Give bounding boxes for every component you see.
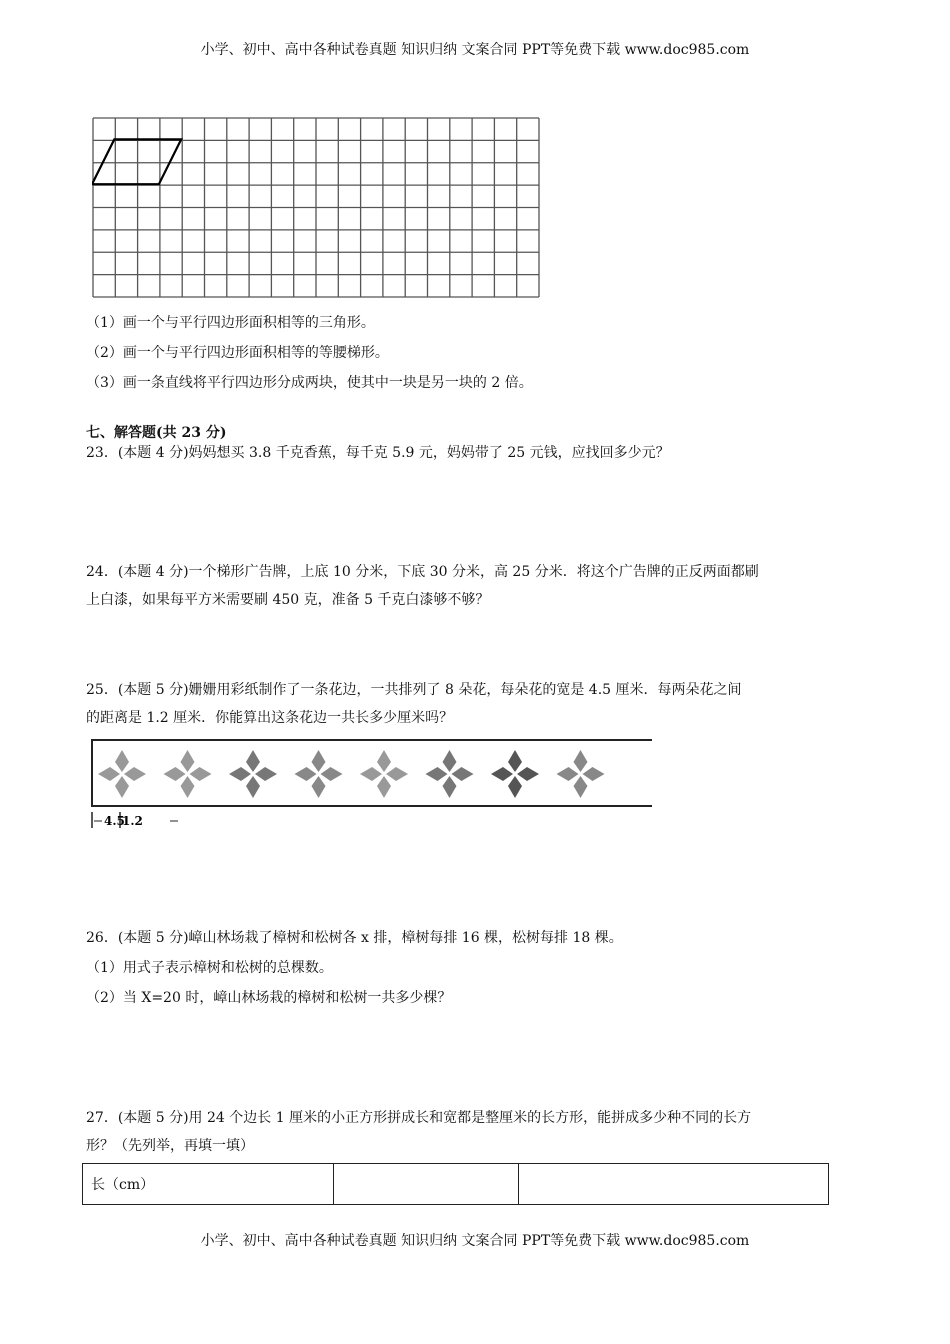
question-23: 23．(本题 4 分)妈妈想买 3.8 千克香蕉，每千克 5.9 元，妈妈带了 25 元钱，应找回多少元？ — [86, 445, 670, 461]
flower-icon — [360, 750, 408, 798]
question-27-line2: 形？（先列举，再填一填） — [86, 1138, 254, 1154]
page-footer: 小学、初中、高中各种试卷真题 知识归纳 文案合同 PPT等免费下载 www.doc985.com — [200, 1233, 750, 1249]
flower-icon — [557, 750, 605, 798]
q22-part-3: （3）画一条直线将平行四边形分成两块，使其中一块是另一块的 2 倍。 — [86, 375, 533, 391]
q26-part-1: （1）用式子表示樟树和松树的总棵数。 — [86, 960, 333, 976]
grid-paper-figure — [92, 117, 540, 298]
answer-cell[interactable] — [519, 1164, 829, 1205]
question-24-line2: 上白漆，如果每平方米需要刷 450 克，准备 5 千克白漆够不够？ — [86, 592, 490, 608]
q26-part-2: （2）当 X=20 时，嶂山林场栽的樟树和松树一共多少棵？ — [86, 990, 452, 1006]
gap-label: 1.2 — [122, 814, 143, 828]
question-25-line1: 25．(本题 5 分)姗姗用彩纸制作了一条花边，一共排列了 8 朵花，每朵花的宽是 4.5 厘米．每两朵花之间 — [86, 682, 742, 698]
q22-part-1: （1）画一个与平行四边形面积相等的三角形。 — [86, 315, 375, 331]
row-label-length: 长（cm） — [83, 1164, 334, 1205]
flower-icon — [164, 750, 212, 798]
flower-icon — [491, 750, 539, 798]
question-24-line1: 24．(本题 4 分)一个梯形广告牌，上底 10 分米，下底 30 分米，高 25 分米．将这个广告牌的正反两面都刷 — [86, 564, 759, 580]
section-heading: 七、解答题(共 23 分) — [86, 425, 227, 441]
table-row — [83, 1164, 829, 1205]
flower-icon — [229, 750, 277, 798]
q22-part-2: （2）画一个与平行四边形面积相等的等腰梯形。 — [86, 345, 389, 361]
flower-border-figure — [90, 736, 660, 836]
flower-icon — [426, 750, 474, 798]
parallelogram — [92, 139, 181, 184]
question-25-line2: 的距离是 1.2 厘米．你能算出这条花边一共长多少厘米吗？ — [86, 710, 454, 726]
page-header: 小学、初中、高中各种试卷真题 知识归纳 文案合同 PPT等免费下载 www.doc985.com — [200, 42, 750, 58]
answer-cell[interactable] — [334, 1164, 519, 1205]
flower-icon — [98, 750, 146, 798]
question-26: 26．(本题 5 分)嶂山林场栽了樟树和松树各 x 排，樟树每排 16 棵，松树每排 18 棵。 — [86, 930, 623, 946]
width-label: 4.5 — [104, 814, 125, 828]
flower-icon — [295, 750, 343, 798]
question-27-line1: 27．(本题 5 分)用 24 个边长 1 厘米的小正方形拼成长和宽都是整厘米的长方形，能拼成多少种不同的长方 — [86, 1110, 752, 1126]
answer-table — [82, 1163, 829, 1205]
